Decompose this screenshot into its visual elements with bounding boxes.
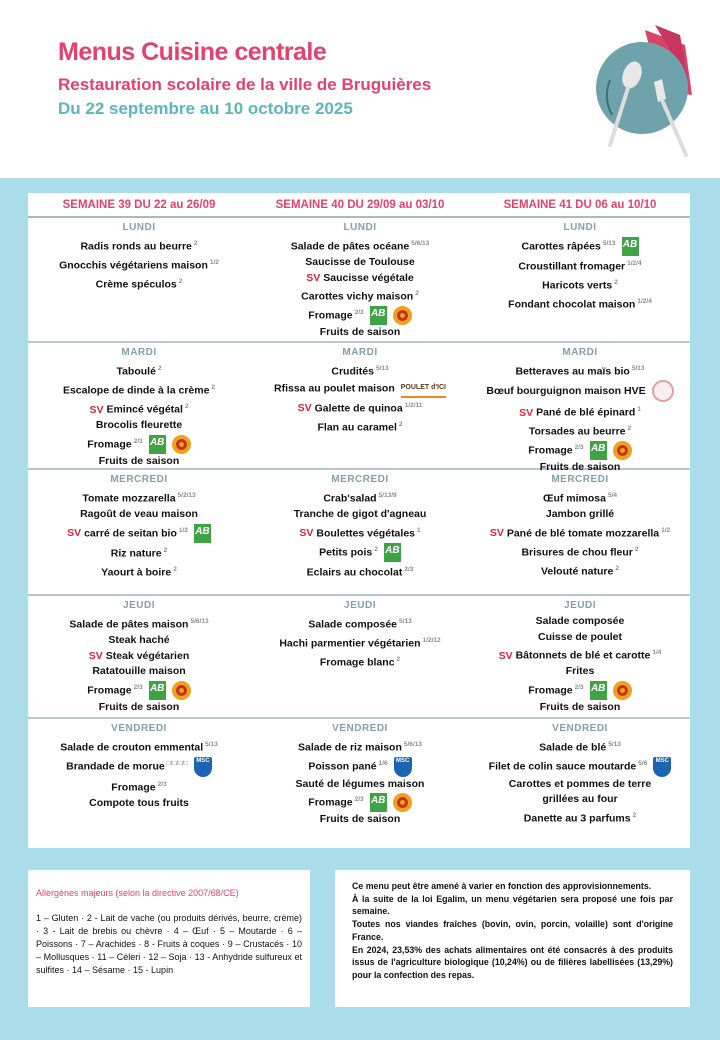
menu-item bbox=[28, 543, 250, 562]
day-label: VENDREDI bbox=[332, 723, 388, 734]
aop-label-icon bbox=[172, 435, 191, 454]
dish-name: Fruits de saison bbox=[98, 454, 180, 467]
allergen-codes: 5/6/13 bbox=[403, 741, 422, 748]
allergen-codes: 2 bbox=[184, 403, 189, 410]
menu-item bbox=[470, 756, 690, 777]
dish-name: Danette au 3 parfums bbox=[523, 812, 631, 825]
dish-name: Fruits de saison bbox=[98, 700, 180, 713]
menu-item bbox=[470, 700, 690, 716]
allergen-codes: 5/6/13 bbox=[411, 240, 430, 247]
dish-name: Fromage bbox=[87, 684, 132, 696]
day-cell bbox=[250, 470, 470, 596]
allergen-codes: 1 bbox=[417, 526, 421, 534]
vegetarian-substitute-tag: SV bbox=[498, 649, 513, 662]
dish-name: Carottes vichy maison bbox=[301, 290, 414, 303]
dish-name: Boulettes végétales bbox=[316, 527, 415, 539]
organic-ab-label-icon: AB bbox=[370, 793, 387, 812]
day-label: MARDI bbox=[342, 347, 378, 358]
allergen-codes: 5/6/13 bbox=[190, 618, 209, 625]
menu-item bbox=[470, 361, 690, 380]
day-label: MERCREDI bbox=[551, 474, 609, 485]
allergen-codes: 5/6 bbox=[638, 760, 648, 767]
dish-name: Poisson pané bbox=[308, 760, 377, 773]
organic-ab-label-icon: AB bbox=[149, 681, 166, 700]
dish-name: Saucisse végétale bbox=[323, 271, 414, 284]
aop-label-icon bbox=[613, 441, 632, 460]
dish-name: Flan au caramel bbox=[317, 421, 397, 433]
vegetarian-substitute-tag: SV bbox=[489, 527, 504, 539]
menu-item bbox=[28, 796, 250, 812]
note: En 2024, 23,53% des achats alimentaires ont été consacrés à des produits issus de l'agriculture biologique (10,24%) ou de filières labellisées (13,29%) pour la confection des repas. bbox=[352, 944, 673, 980]
dish-name: Radis ronds au beurre bbox=[80, 240, 192, 253]
menu-item bbox=[250, 380, 470, 398]
dish-name: Fruits de saison bbox=[539, 700, 621, 713]
day-label: VENDREDI bbox=[111, 723, 167, 734]
allergen-codes: 2/3 bbox=[574, 683, 584, 691]
poulet-dici-label-icon: POULET d'ICI bbox=[401, 380, 446, 398]
allergen-codes: 2 bbox=[614, 279, 618, 287]
dish-name: Bœuf bourguignon maison HVE bbox=[486, 384, 646, 397]
dish-name: Fromage bbox=[87, 438, 132, 450]
week-header: SEMAINE 39 DU 22 au 26/09 bbox=[28, 193, 250, 218]
dish-name: Eclairs au chocolat bbox=[306, 566, 403, 579]
menu-item bbox=[250, 614, 470, 633]
header bbox=[0, 0, 720, 178]
day-label: LUNDI bbox=[122, 222, 156, 233]
day-cell bbox=[28, 470, 250, 596]
menu-item bbox=[28, 680, 250, 700]
allergen-codes: 5/13 bbox=[399, 618, 412, 625]
day-cell bbox=[250, 218, 470, 343]
menu-item bbox=[28, 777, 250, 796]
dish-name: Carottes râpées bbox=[521, 240, 601, 253]
dish-name: Rfissa au poulet maison bbox=[273, 382, 395, 395]
allergen-codes: 5/13 bbox=[375, 365, 389, 372]
dish-name: Salade de pâtes océane bbox=[290, 240, 410, 253]
day-cell bbox=[250, 343, 470, 470]
aop-label-icon bbox=[172, 681, 191, 700]
vegetarian-substitute-tag: SV bbox=[306, 271, 321, 284]
day-label: LUNDI bbox=[343, 222, 377, 233]
menu-item bbox=[250, 507, 470, 523]
allergen-codes: 2 bbox=[193, 240, 198, 247]
menu-item bbox=[470, 808, 690, 827]
allergen-codes: 2 bbox=[396, 656, 401, 663]
allergen-codes: 1/2/12 bbox=[422, 637, 441, 644]
menu-item bbox=[28, 236, 250, 255]
dish-name: Bâtonnets de blé et carotte bbox=[515, 649, 651, 662]
menu-item bbox=[470, 777, 690, 793]
dish-name: Yaourt à boire bbox=[101, 566, 172, 579]
dish-name: Fruits de saison bbox=[319, 326, 401, 339]
allergen-codes: 5/13 bbox=[205, 741, 218, 748]
allergen-codes: 2 bbox=[632, 811, 637, 819]
menu-item bbox=[28, 361, 250, 380]
menu-item bbox=[470, 645, 690, 664]
menu-item bbox=[250, 542, 470, 562]
allergen-codes: □/□/□/□ bbox=[166, 760, 188, 767]
menu-item bbox=[250, 398, 470, 417]
dish-name: carré de seitan bio bbox=[84, 527, 177, 539]
dish-name: Fromage bbox=[111, 781, 156, 794]
allergen-codes: 1/2/4 bbox=[637, 298, 652, 306]
notes-box bbox=[335, 870, 690, 1007]
allergen-codes: 2 bbox=[627, 425, 632, 432]
menu-item bbox=[470, 792, 690, 808]
dish-name: Salade de riz maison bbox=[298, 741, 402, 754]
allergen-codes: 2 bbox=[178, 278, 183, 285]
menu-item bbox=[250, 255, 470, 271]
menu-item bbox=[470, 275, 690, 294]
allergens-box bbox=[28, 870, 310, 1007]
dish-name: Œuf mimosa bbox=[542, 492, 606, 505]
menu-item bbox=[28, 488, 250, 507]
menu-item bbox=[470, 440, 690, 460]
menu-item bbox=[470, 488, 690, 507]
allergen-codes: 1/2 bbox=[661, 526, 671, 534]
dish-name: Saucisse de Toulouse bbox=[305, 256, 415, 268]
menu-item bbox=[470, 294, 690, 313]
menu-item bbox=[250, 756, 470, 777]
dish-name: Brisures de chou fleur bbox=[521, 546, 633, 558]
day-label: JEUDI bbox=[344, 600, 376, 611]
allergen-codes: 2 bbox=[374, 545, 378, 553]
organic-ab-label-icon: AB bbox=[194, 524, 211, 543]
day-cell bbox=[470, 596, 690, 719]
week-header: SEMAINE 41 DU 06 au 10/10 bbox=[470, 193, 690, 218]
dish-name: Sauté de légumes maison bbox=[295, 777, 425, 790]
menu-item bbox=[470, 561, 690, 580]
msc-label-icon: MSC bbox=[653, 757, 671, 777]
day-cell bbox=[470, 343, 690, 474]
dish-name: Gnocchis végétariens maison bbox=[59, 259, 208, 272]
allergen-codes: 2 bbox=[173, 565, 177, 573]
day-label: MARDI bbox=[562, 347, 598, 358]
allergen-codes: 5/13 bbox=[631, 365, 645, 372]
note: Toutes nos viandes fraîches (bovin, ovin, porcin, volaille) sont d'origine France. bbox=[352, 919, 673, 942]
day-label: JEUDI bbox=[123, 600, 155, 611]
day-label: MERCREDI bbox=[110, 474, 168, 485]
menu-item bbox=[250, 488, 470, 507]
menu-item bbox=[250, 792, 470, 812]
menu-item bbox=[28, 434, 250, 454]
date-range: Du 22 septembre au 10 octobre 2025 bbox=[58, 99, 353, 118]
allergen-codes: 2/3 bbox=[133, 683, 143, 691]
menu-item bbox=[250, 737, 470, 756]
menu-item bbox=[250, 812, 470, 828]
allergen-codes: 2 bbox=[163, 546, 168, 554]
menu-item bbox=[470, 256, 690, 275]
dish-name: Crudités bbox=[331, 365, 374, 378]
menu-item bbox=[28, 380, 250, 399]
week-header: SEMAINE 40 DU 29/09 au 03/10 bbox=[250, 193, 470, 218]
day-cell bbox=[250, 596, 470, 719]
vegetarian-substitute-tag: SV bbox=[519, 406, 534, 419]
note: À la suite de la loi Egalim, un menu végétarien sera proposé une fois par semaine. bbox=[352, 893, 673, 917]
allergen-codes: 2 bbox=[398, 420, 403, 428]
menu-item bbox=[470, 664, 690, 680]
allergen-codes: 1/6 bbox=[378, 760, 388, 767]
organic-ab-label-icon: AB bbox=[370, 306, 387, 325]
menu-item bbox=[28, 418, 250, 434]
organic-ab-label-icon: AB bbox=[590, 441, 607, 460]
menu-item bbox=[250, 286, 470, 305]
allergen-codes: 2 bbox=[415, 290, 419, 297]
allergen-codes: 1/2/4 bbox=[627, 260, 642, 268]
menu-item bbox=[28, 633, 250, 649]
day-label: JEUDI bbox=[564, 600, 596, 611]
day-label: LUNDI bbox=[563, 222, 597, 233]
dish-name: Tranche de gigot d'agneau bbox=[293, 508, 427, 520]
dish-name: Pané de blé épinard bbox=[536, 406, 636, 419]
vegetarian-substitute-tag: SV bbox=[89, 403, 104, 416]
allergen-codes: 5/4 bbox=[607, 492, 618, 499]
note: Ce menu peut être amené à varier en fonction des approvisionnements. bbox=[352, 881, 652, 891]
dish-name: Salade de pâtes maison bbox=[69, 618, 189, 631]
dish-name: Filet de colin sauce moutarde bbox=[488, 760, 637, 773]
vegetarian-substitute-tag: SV bbox=[299, 527, 314, 539]
vegetarian-substitute-tag: SV bbox=[297, 402, 312, 414]
menu-item bbox=[28, 737, 250, 756]
menu-item bbox=[470, 542, 690, 561]
menu-item bbox=[28, 274, 250, 293]
menu-item bbox=[28, 649, 250, 665]
day-label: MERCREDI bbox=[331, 474, 389, 485]
allergen-codes: 1/2 bbox=[209, 259, 219, 266]
allergen-codes: 2/3 bbox=[354, 796, 364, 804]
menu-item bbox=[250, 523, 470, 542]
dish-name: Tomate mozzarella bbox=[82, 492, 176, 505]
day-cell bbox=[470, 470, 690, 596]
menu-item bbox=[28, 614, 250, 633]
dish-name: Pané de blé tomate mozzarella bbox=[506, 527, 660, 539]
page-subtitle: Restauration scolaire de la ville de Bruguières bbox=[58, 75, 432, 94]
allergen-codes: 2 bbox=[211, 384, 216, 391]
plate-cutlery-icon bbox=[590, 20, 700, 160]
organic-ab-label-icon: AB bbox=[622, 237, 639, 256]
day-cell bbox=[28, 719, 250, 848]
vegetarian-substitute-tag: SV bbox=[88, 649, 103, 662]
dish-name: Steak haché bbox=[108, 634, 170, 646]
dish-name: Fromage bbox=[308, 309, 353, 322]
allergen-codes: 5/2/13 bbox=[177, 492, 196, 499]
menu-item bbox=[250, 325, 470, 341]
menu-item bbox=[470, 523, 690, 542]
dish-name: Salade de blé bbox=[539, 741, 607, 754]
menu-item bbox=[250, 236, 470, 255]
dish-name: Hachi parmentier végétarien bbox=[279, 637, 421, 650]
menu-item bbox=[470, 236, 690, 256]
dish-name: Brocolis fleurette bbox=[95, 419, 183, 431]
allergen-codes: 2 bbox=[157, 365, 162, 372]
organic-ab-label-icon: AB bbox=[149, 435, 166, 454]
dish-name: Taboulé bbox=[116, 365, 156, 378]
dish-name: Petits pois bbox=[319, 546, 373, 558]
allergen-codes: 2/3 bbox=[404, 565, 414, 573]
allergens-title: Allergènes majeurs (selon la directive 2007/68/CE) bbox=[36, 888, 239, 898]
menu-item bbox=[250, 652, 470, 671]
menu-item bbox=[28, 454, 250, 470]
dish-name: Salade composée bbox=[535, 615, 625, 627]
menu-item bbox=[250, 361, 470, 380]
dish-name: Fruits de saison bbox=[319, 813, 401, 826]
dish-name: Escalope de dinde à la crème bbox=[62, 384, 210, 397]
dish-name: Brandade de morue bbox=[66, 760, 165, 773]
menu-item bbox=[250, 271, 470, 287]
menu-item bbox=[470, 507, 690, 523]
day-label: MARDI bbox=[121, 347, 157, 358]
day-label: VENDREDI bbox=[552, 723, 608, 734]
page-title: Menus Cuisine centrale bbox=[58, 38, 327, 66]
dish-name: Cuisse de poulet bbox=[537, 630, 622, 643]
dish-name: Fromage bbox=[528, 444, 573, 457]
allergen-codes: 2/3 bbox=[157, 780, 167, 788]
dish-name: Fondant chocolat maison bbox=[508, 298, 636, 311]
menu-item bbox=[250, 417, 470, 436]
dish-name: Fromage bbox=[308, 796, 353, 809]
dish-name: Croustillant fromager bbox=[518, 260, 626, 273]
day-cell bbox=[250, 719, 470, 848]
dish-name: Crème spéculos bbox=[95, 278, 177, 291]
dish-name: Ratatouille maison bbox=[92, 665, 186, 677]
aop-label-icon bbox=[613, 681, 632, 700]
day-cell bbox=[28, 343, 250, 470]
dish-name: Fromage blanc bbox=[319, 656, 395, 669]
dish-name: Galette de quinoa bbox=[314, 402, 403, 414]
menu-item bbox=[250, 562, 470, 581]
organic-ab-label-icon: AB bbox=[590, 681, 607, 700]
menu-item bbox=[470, 380, 690, 402]
menu-item bbox=[470, 737, 690, 756]
menu-grid bbox=[28, 193, 690, 848]
aop-label-icon bbox=[393, 306, 412, 325]
menu-item bbox=[28, 523, 250, 543]
dish-name: Velouté nature bbox=[541, 565, 614, 577]
dish-name: Torsades au beurre bbox=[528, 425, 626, 438]
allergen-codes: 2 bbox=[634, 545, 639, 553]
dish-name: Salade de crouton emmental bbox=[60, 741, 204, 754]
menu-item bbox=[28, 562, 250, 581]
vegetarian-substitute-tag: SV bbox=[67, 527, 82, 539]
menu-item bbox=[250, 633, 470, 652]
menu-item bbox=[28, 700, 250, 716]
dish-name: Steak végétarien bbox=[105, 649, 190, 662]
allergen-codes: 2/3 bbox=[574, 444, 584, 451]
allergen-codes: 5/13 bbox=[608, 741, 621, 748]
menu-item bbox=[28, 664, 250, 680]
menu-item bbox=[250, 777, 470, 793]
aop-label-icon bbox=[393, 793, 412, 812]
menu-item bbox=[470, 421, 690, 440]
dish-name: Betteraves au maïs bio bbox=[515, 365, 630, 378]
allergen-codes: 2/3 bbox=[133, 437, 143, 445]
menu-item bbox=[28, 399, 250, 418]
allergen-codes: 1/2 bbox=[178, 526, 188, 534]
dish-name: Fruits de saison bbox=[539, 461, 621, 474]
allergen-codes: 5/13/9 bbox=[378, 492, 397, 499]
dish-name: Jambon grillé bbox=[545, 508, 615, 520]
dish-name: Compote tous fruits bbox=[89, 796, 189, 809]
dish-name: grillées au four bbox=[542, 793, 618, 806]
allergen-codes: 1 bbox=[637, 406, 641, 413]
menu-item bbox=[28, 255, 250, 274]
allergen-codes: 2/3 bbox=[354, 309, 364, 316]
day-cell bbox=[470, 719, 690, 848]
dish-name: Emincé végétal bbox=[106, 403, 183, 416]
allergens-text: 1 – Gluten · 2 - Lait de vache (ou produits dérivés, beurre, crème) · 3 - Lait de brebis ou chèvre · 4 – Œuf · 5 – Moutarde · 6 – Poissons · 7 – Arachides · 8 - Fruits à coques · 9 – Crustacés · 10 – Mollusques · 11 – Céleri · 12 – Soja · 13 - Anhydride sulfureux et sulfites · 14 – Sésame · 15 - Lupin bbox=[36, 913, 302, 975]
menu-item bbox=[470, 630, 690, 646]
day-cell bbox=[28, 596, 250, 719]
dish-name: Crab'salad bbox=[323, 492, 377, 505]
menu-item bbox=[470, 680, 690, 700]
menu-item bbox=[470, 614, 690, 630]
dish-name: Salade composée bbox=[308, 618, 398, 631]
dish-name: Carottes et pommes de terre bbox=[508, 777, 652, 790]
menu-item bbox=[28, 507, 250, 523]
dish-name: Frites bbox=[565, 665, 595, 677]
hve-label-icon bbox=[652, 380, 674, 402]
organic-ab-label-icon: AB bbox=[384, 543, 401, 562]
day-cell bbox=[28, 218, 250, 343]
menu-item bbox=[250, 305, 470, 325]
msc-label-icon: MSC bbox=[394, 757, 412, 777]
allergen-codes: 5/13 bbox=[602, 240, 616, 247]
menu-item bbox=[28, 756, 250, 777]
msc-label-icon: MSC bbox=[194, 757, 212, 777]
allergen-codes: 1/2/11 bbox=[404, 401, 423, 409]
dish-name: Ragoût de veau maison bbox=[80, 508, 198, 520]
dish-name: Riz nature bbox=[110, 547, 162, 560]
dish-name: Haricots verts bbox=[542, 279, 613, 292]
dish-name: Fromage bbox=[528, 684, 573, 696]
allergen-codes: 2 bbox=[615, 564, 619, 572]
allergen-codes: 1/4 bbox=[652, 649, 662, 656]
day-cell bbox=[470, 218, 690, 343]
menu-item bbox=[470, 402, 690, 421]
